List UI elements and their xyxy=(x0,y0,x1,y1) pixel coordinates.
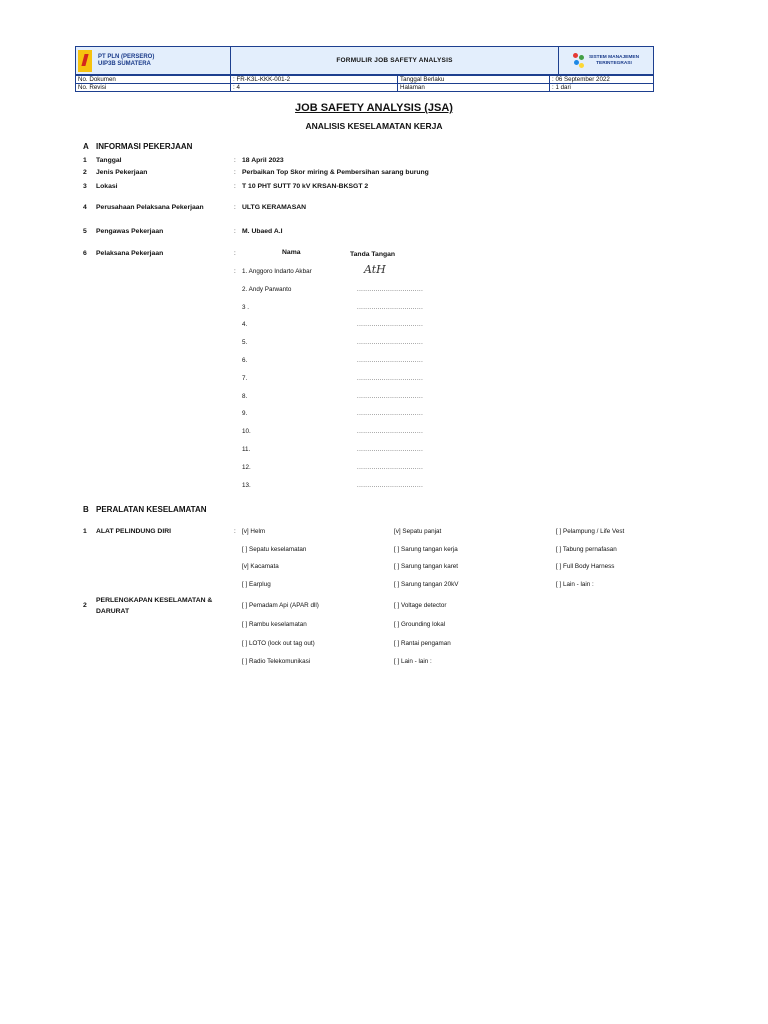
checklist-item[interactable]: [v] Kacamata xyxy=(242,563,279,570)
checklist-item[interactable]: [ ] Rantai pengaman xyxy=(394,640,451,647)
checklist-item[interactable]: [ ] Sarung tangan 20kV xyxy=(394,581,459,588)
field-number: 2 xyxy=(83,169,87,176)
rev-value: : 4 xyxy=(231,84,398,92)
worker-name: 5. xyxy=(242,339,248,347)
field-label: Lokasi xyxy=(96,183,118,190)
field-colon: : xyxy=(234,169,236,176)
field-label: Pelaksana Pekerjaan xyxy=(96,250,164,257)
worker-name: 11. xyxy=(242,446,251,453)
sm-logo-icon xyxy=(573,53,585,69)
field-number: 3 xyxy=(83,183,87,190)
signature-line: ................................ xyxy=(357,375,424,382)
field-colon: : xyxy=(234,183,236,190)
column-nama: Nama xyxy=(282,249,301,256)
column-tanda-tangan: Tanda Tangan xyxy=(350,251,396,258)
safety-equipment-label-1: PERLENGKAPAN KESELAMATAN & xyxy=(96,597,213,604)
safety-equipment-number: 2 xyxy=(83,602,87,609)
signature-line: ................................ xyxy=(357,482,424,489)
checklist-item[interactable]: [ ] Sarung tangan karet xyxy=(394,563,459,570)
worker-name: 3 . xyxy=(242,303,250,311)
checklist-item[interactable]: [ ] Sarung tangan kerja xyxy=(394,546,458,553)
field-number: 1 xyxy=(83,157,87,164)
page-value: : 1 dari xyxy=(550,84,654,92)
worker-name: 2. Andy Parwanto xyxy=(242,285,292,293)
checklist-item[interactable]: [ ] Rambu keselamatan xyxy=(242,621,307,628)
signature-line: ................................ xyxy=(357,322,424,329)
field-value: T 10 PHT SUTT 70 kV KRSAN-BKSGT 2 xyxy=(242,183,369,190)
checklist-item[interactable]: [ ] Radio Telekomunikasi xyxy=(242,658,311,665)
field-colon: : xyxy=(234,250,236,257)
doc-no-value: : FR-K3L-KKK-001-2 xyxy=(231,76,398,84)
form-title: FORMULIR JOB SAFETY ANALYSIS xyxy=(231,47,559,75)
signature-line: ................................ xyxy=(357,464,424,471)
field-number: 6 xyxy=(83,250,87,257)
worker-name: 13. xyxy=(242,481,251,489)
section-a-letter: A xyxy=(83,142,89,151)
field-label: Tanggal xyxy=(96,157,122,164)
date-value: : 06 September 2022 xyxy=(550,76,654,84)
checklist-item[interactable]: [ ] Tabung pernafasan xyxy=(556,546,617,553)
checklist-item[interactable]: [ ] Pemadam Api (APAR dll) xyxy=(242,602,319,609)
field-value: 18 April 2023 xyxy=(242,157,284,164)
checklist-item[interactable]: [ ] Pelampung / Life Vest xyxy=(556,528,625,535)
worker-name: 4. xyxy=(242,321,248,329)
field-value: Perbaikan Top Skor miring & Pembersihan sarang burung xyxy=(242,169,429,176)
worker-name: 9. xyxy=(242,410,248,418)
date-label: Tanggal Berlaku xyxy=(398,76,550,84)
checklist-item[interactable]: [v] Sepatu panjat xyxy=(394,528,442,535)
signature-image: AtH xyxy=(364,263,386,276)
apd-label: ALAT PELINDUNG DIRI xyxy=(96,528,172,535)
field-number: 4 xyxy=(83,204,87,211)
sm-line1: SISTEM MANAJEMEN xyxy=(588,54,640,60)
apd-colon: : xyxy=(234,528,236,535)
signature-line: ................................ xyxy=(357,393,424,400)
signature-line: ................................ xyxy=(357,286,424,293)
signature-line: ................................ xyxy=(357,447,424,453)
checklist-item[interactable]: [ ] Lain - lain : xyxy=(394,658,432,665)
worker-name: 1. Anggoro Indarto Akbar xyxy=(242,268,312,275)
signature-line: ................................ xyxy=(357,304,424,311)
field-label: Perusahaan Pelaksana Pekerjaan xyxy=(96,204,204,211)
worker-name: 10. xyxy=(242,428,251,436)
section-a-title: INFORMASI PEKERJAAN xyxy=(96,142,193,151)
safety-equipment-label-2: DARURAT xyxy=(96,608,130,615)
worker-name: 6. xyxy=(242,357,248,364)
pln-logo xyxy=(78,50,92,72)
sm-cell xyxy=(559,47,654,75)
checklist-item[interactable]: [ ] Full Body Harness xyxy=(556,563,615,570)
checklist-item[interactable]: [ ] LOTO (lock out tag out) xyxy=(242,640,315,647)
document-title: JOB SAFETY ANALYSIS (JSA) xyxy=(295,102,453,114)
checklist-item[interactable]: [ ] Lain - lain : xyxy=(556,581,594,588)
page-label: Halaman xyxy=(398,84,550,92)
field-label: Pengawas Pekerjaan xyxy=(96,228,164,235)
checklist-item[interactable]: [ ] Voltage detector xyxy=(394,602,447,609)
signature-line: ................................ xyxy=(357,358,424,364)
worker-name: 8. xyxy=(242,392,248,400)
company-name: PT PLN (PERSERO) xyxy=(98,53,155,60)
field-value: ULTG KERAMASAN xyxy=(242,204,307,211)
sm-line2: TERINTEGRASI xyxy=(596,60,632,66)
checklist-item[interactable]: [ ] Grounding lokal xyxy=(394,621,446,628)
document-subtitle: ANALISIS KESELAMATAN KERJA xyxy=(305,121,443,131)
section-b-letter: B xyxy=(83,505,89,514)
field-label: Jenis Pekerjaan xyxy=(96,169,148,176)
field-number: 5 xyxy=(83,228,87,235)
field-value: M. Ubaed A.I xyxy=(242,228,283,235)
form-header xyxy=(75,46,654,90)
doc-no-label: No. Dokumen xyxy=(76,76,231,84)
checklist-item[interactable]: [v] Helm xyxy=(242,528,266,535)
field-colon: : xyxy=(234,157,236,164)
apd-number: 1 xyxy=(83,528,87,535)
signature-line: ................................ xyxy=(357,411,424,418)
worker-name: 12. xyxy=(242,463,251,471)
field-colon: : xyxy=(234,228,236,235)
worker-name: 7. xyxy=(242,374,248,382)
checklist-item[interactable]: [ ] Earplug xyxy=(242,581,271,588)
signature-line: ................................ xyxy=(357,429,424,436)
field-colon: : xyxy=(234,204,236,211)
company-unit: UIP3B SUMATERA xyxy=(98,60,151,67)
checklist-item[interactable]: [ ] Sepatu keselamatan xyxy=(242,546,307,553)
rev-label: No. Revisi xyxy=(76,84,231,92)
workers-colon: : xyxy=(234,268,236,275)
section-b-title: PERALATAN KESELAMATAN xyxy=(96,505,207,514)
company-cell xyxy=(76,47,231,75)
signature-line: ................................ xyxy=(357,340,424,347)
